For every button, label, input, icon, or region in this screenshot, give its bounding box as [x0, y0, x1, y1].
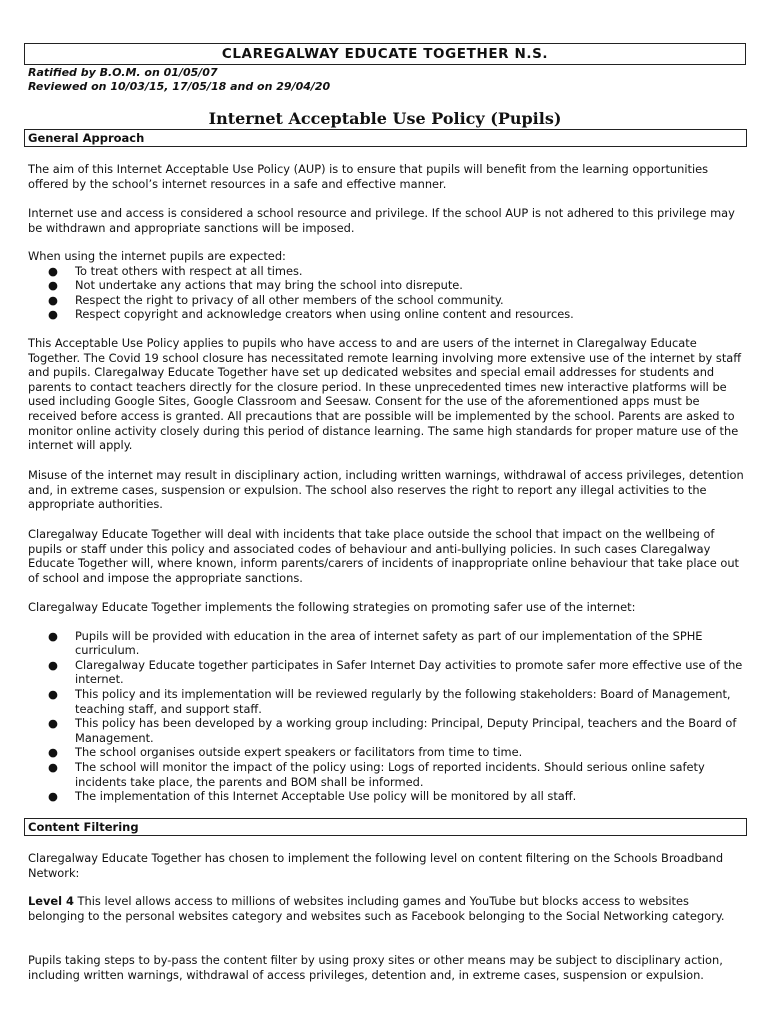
list-item: [28, 264, 744, 279]
list-item: [28, 629, 744, 658]
list-item: [28, 716, 744, 745]
paragraph-misuse: [28, 468, 744, 512]
bullet-icon: ●: [48, 759, 58, 774]
bullet-icon: ●: [48, 716, 58, 731]
list-item: [28, 760, 744, 789]
paragraph-text: This Acceptable Use Policy applies to pupils who have access to and are users of the internet in Claregalway Educate Together. The Covid 19 school closure has necessitated remote learning involving more extensive use of the internet by staff and pupils. Claregalway Educate Together have set up dedicated websites and special email addresses for students and parents to contact teachers directly for the closure period. In these unprecedented times new interactive platforms will be used including Google Sites, Google Classroom and Seesaw. Consent for the use of the aforementioned apps must be received before access is granted. All precautions that are possible will be implemented by the school. Parents are asked to monitor online activity closely during this period of distance learning. The same high standards for proper mature use of the internet will apply.: [28, 336, 742, 453]
list-item-text: Pupils will be provided with education in the area of internet safety as part of our implementation of the SPHE curriculum.: [75, 628, 703, 658]
list-item-text: This policy has been developed by a working group including: Principal, Deputy Principal, teachers and the Board of Management.: [75, 716, 737, 745]
paragraph-text: [28, 894, 744, 923]
paragraph-outside-incidents: [28, 527, 744, 585]
paragraph-text: Pupils taking steps to by-pass the content filter by using proxy sites or other means may be subject to disciplinary action, including written warnings, withdrawal of access privileges, detention and, in extreme cases, suspension or expulsion.: [28, 953, 723, 982]
list-item-text: The implementation of this Internet Acceptable Use policy will be monitored by all staff.: [75, 789, 577, 804]
reviewed-dates: Reviewed on 10/03/15, 17/05/18 and on 29/04/20: [28, 80, 331, 93]
paragraph-text: Misuse of the internet may result in disciplinary action, including written warnings, withdrawal of access privileges, detention and, in extreme cases, suspension or expulsion. The school also reserves the right to report any illegal activities to the appropriate authorities.: [28, 468, 744, 512]
bullet-icon: ●: [48, 307, 58, 322]
bullet-icon: ●: [48, 263, 58, 278]
section-heading-content-filtering: Content Filtering: [24, 818, 747, 836]
paragraph-text: Internet use and access is considered a school resource and privilege. If the school AUP is not adhered to this privilege may be withdrawn and appropriate sanctions will be imposed.: [28, 206, 735, 235]
paragraph-text: The aim of this Internet Acceptable Use Policy (AUP) is to ensure that pupils will benefit from the learning opportunities offered by the school’s internet resources in a safe and effective manner.: [28, 162, 709, 191]
ratified-date: Ratified by B.O.M. on 01/05/07: [28, 66, 218, 79]
expected-list: [28, 264, 744, 322]
expected-intro: When using the internet pupils are expected:: [28, 249, 286, 263]
list-item-text: Claregalway Educate together participates in Safer Internet Day activities to promote safer more effective use of the internet.: [75, 657, 743, 687]
paragraph-privilege: [28, 206, 744, 235]
list-item: [28, 307, 744, 322]
paragraph-text: Claregalway Educate Together has chosen to implement the following level on content filtering on the Schools Broadband Network:: [28, 851, 724, 880]
bullet-icon: ●: [48, 789, 58, 804]
strategies-intro: Claregalway Educate Together implements the following strategies on promoting safer use of the internet:: [28, 600, 636, 614]
paragraph-aim: [28, 162, 744, 191]
list-item-text: Not undertake any actions that may bring the school into disrepute.: [75, 278, 463, 293]
level-label: Level 4: [28, 894, 74, 908]
expected-behaviour-block: [28, 249, 744, 322]
paragraph-filtering-intro: [28, 851, 744, 880]
list-item-text: The school organises outside expert speakers or facilitators from time to time.: [75, 745, 523, 760]
list-item: [28, 789, 744, 804]
strategies-block: [28, 600, 744, 804]
bullet-icon: ●: [48, 278, 58, 293]
paragraph-level-4: [28, 894, 744, 923]
list-item-text: The school will monitor the impact of the policy using: Logs of reported incidents. Should serious online safety incidents take place, the parents and BOM shall be informed.: [75, 759, 705, 789]
bullet-icon: ●: [48, 292, 58, 307]
bullet-icon: ●: [48, 628, 58, 643]
paragraph-scope-covid: [28, 336, 744, 453]
strategies-list: [28, 629, 744, 804]
bullet-icon: ●: [48, 657, 58, 672]
list-item-text: To treat others with respect at all times.: [75, 263, 303, 278]
list-item: [28, 658, 744, 687]
school-name-banner: CLAREGALWAY EDUCATE TOGETHER N.S.: [24, 43, 746, 65]
section-heading-general-approach: General Approach: [24, 129, 747, 147]
level-description: This level allows access to millions of websites including games and YouTube but blocks access to websites belonging to the personal websites category and websites such as Facebook belonging to the Social Networking category.: [28, 894, 725, 923]
page-title: Internet Acceptable Use Policy (Pupils): [208, 109, 562, 128]
list-item-text: This policy and its implementation will be reviewed regularly by the following stakeholders: Board of Management, teaching staff, and support staff.: [75, 686, 731, 716]
list-item-text: Respect copyright and acknowledge creators when using online content and resources.: [75, 307, 574, 322]
bullet-icon: ●: [48, 686, 58, 701]
list-item: [28, 278, 744, 293]
list-item: [28, 687, 744, 716]
list-item: [28, 293, 744, 308]
paragraph-bypass-sanctions: [28, 953, 744, 982]
bullet-icon: ●: [48, 745, 58, 760]
list-item: [28, 745, 744, 760]
paragraph-text: Claregalway Educate Together will deal with incidents that take place outside the school that impact on the wellbeing of pupils or staff under this policy and associated codes of behaviour and anti-bullying policies. In such cases Claregalway Educate Together will, where known, inform parents/carers of incidents of inappropriate online behaviour that take place out of school and impose the appropriate sanctions.: [28, 527, 740, 585]
list-item-text: Respect the right to privacy of all other members of the school community.: [75, 292, 504, 307]
